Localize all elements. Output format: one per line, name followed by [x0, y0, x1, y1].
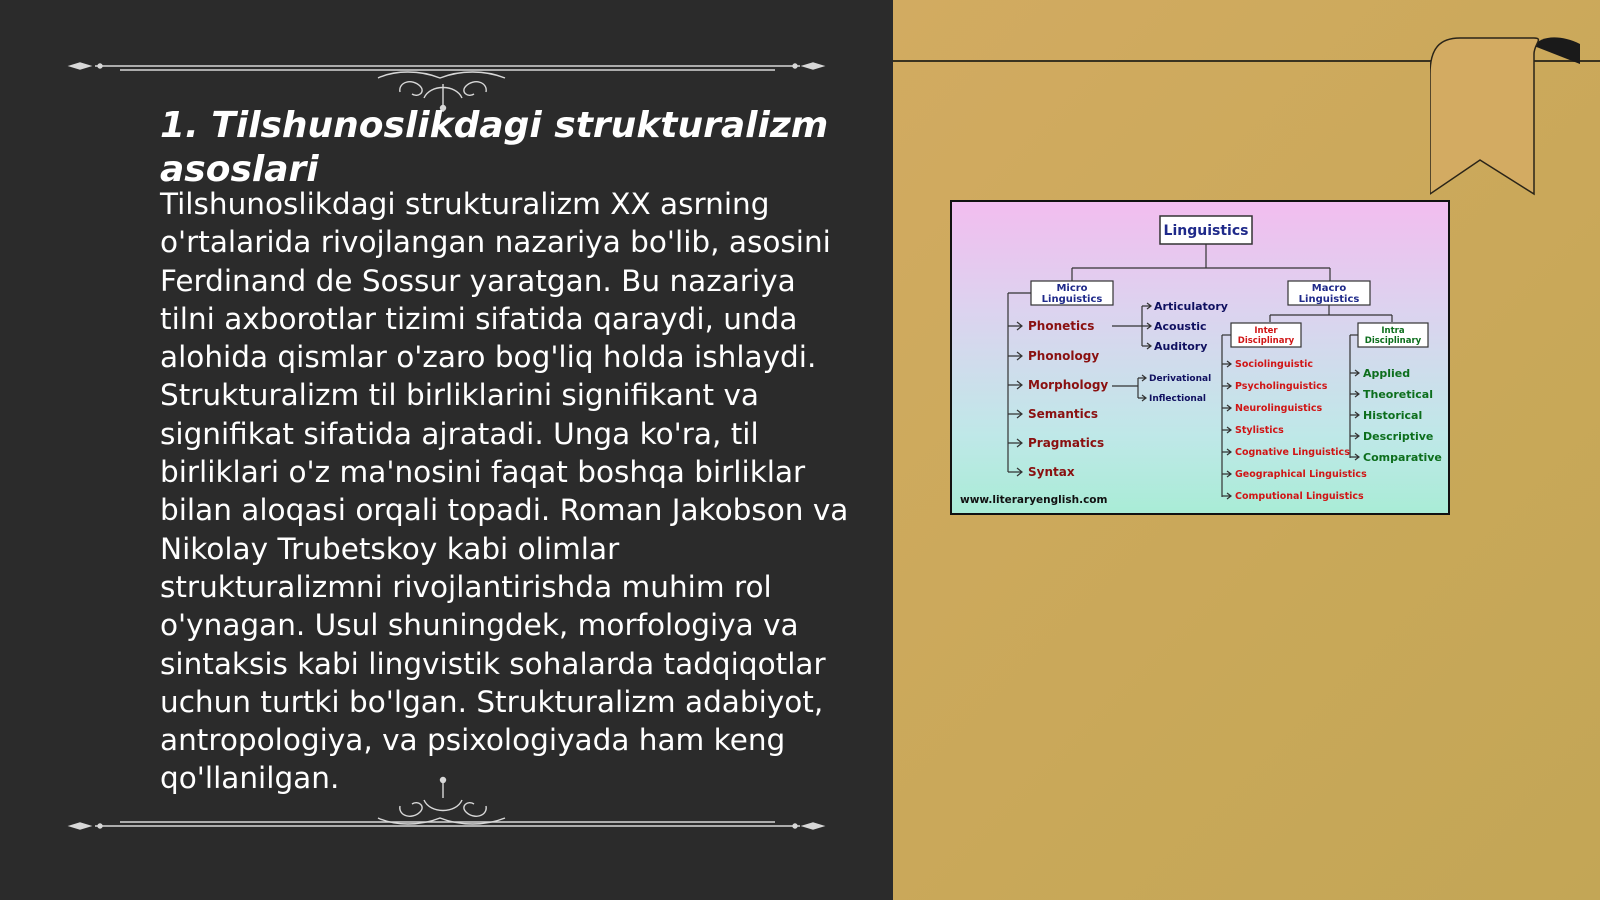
inter-item-neurolinguistics: Neurolinguistics — [1235, 403, 1323, 414]
micro-label-line2: Linguistics — [1041, 294, 1103, 305]
diagram-source: www.literaryenglish.com — [960, 494, 1108, 506]
macro-label-line1: Macro — [1311, 283, 1347, 294]
morphology-sub-derivational: Derivational — [1149, 374, 1212, 384]
slide-body-text: Tilshunoslikdagi strukturalizm XX asrning o'rtalarida rivojlangan nazariya bo'lib, asosini Ferdinand de Sossur yaratgan. Bu nazariya tilni axborotlar tizimi sifatida qaraydi, unda alohida qismlar o'zaro bog'liq holda ishlaydi. Strukturalizm til birliklarini signifikant va signifikat sifatida ajratadi. Unga ko'ra, til birliklari o'z ma'nosini faqat boshqa birliklar bilan aloqasi orqali topadi. Roman Jakobson va Nikolay Trubetskoy kabi olimlar strukturalizmni rivojlantirishda muhim rol o'ynagan. Usul shuningdek, morfologiya va sintaksis kabi lingvistik sohalarda tadqiqotlar uchun turtki bo'lgan. Strukturalizm adabiyot, antropologiya, va psixologiyada ham keng qo'llanilgan. — [160, 187, 849, 796]
bottom-ornament-divider — [0, 770, 893, 840]
micro-label-line1: Micro — [1056, 283, 1088, 294]
inter-item-stylistics: Stylistics — [1235, 425, 1284, 436]
linguistics-diagram — [950, 200, 1450, 515]
inter-label-line1: Inter — [1254, 326, 1278, 336]
intra-item-historical: Historical — [1363, 409, 1423, 422]
micro-item-semantics: Semantics — [1028, 407, 1099, 421]
top-ornament-divider — [0, 0, 893, 120]
macro-label-line2: Linguistics — [1298, 294, 1360, 305]
inter-item-cognative-linguistics: Cognative Linguistics — [1235, 447, 1350, 458]
phonetics-sub-auditory: Auditory — [1154, 340, 1208, 353]
micro-item-phonetics: Phonetics — [1028, 319, 1095, 333]
phonetics-sub-acoustic: Acoustic — [1154, 320, 1207, 333]
intra-item-applied: Applied — [1363, 367, 1411, 380]
bookmark-ribbon-icon — [1430, 34, 1600, 204]
intra-item-comparative: Comparative — [1363, 451, 1442, 464]
inter-item-computional-linguistics: Computional Linguistics — [1235, 491, 1364, 502]
intra-label-line1: Intra — [1381, 326, 1405, 336]
inter-label-line2: Disciplinary — [1237, 336, 1295, 346]
micro-item-phonology: Phonology — [1028, 349, 1100, 363]
phonetics-sub-articulatory: Articulatory — [1154, 300, 1228, 313]
intra-label-line2: Disciplinary — [1364, 336, 1422, 346]
micro-item-pragmatics: Pragmatics — [1028, 436, 1105, 450]
inter-item-geographical-linguistics: Geographical Linguistics — [1235, 469, 1367, 480]
linguistics-tree — [952, 202, 1448, 513]
inter-item-psycholinguistics: Psycholinguistics — [1235, 381, 1328, 392]
intra-item-theoretical: Theoretical — [1363, 388, 1433, 401]
root-node: Linguistics — [1163, 223, 1249, 239]
morphology-sub-inflectional: Inflectional — [1149, 394, 1207, 404]
intra-item-descriptive: Descriptive — [1363, 430, 1434, 443]
slide-title: 1. Tilshunoslikdagi strukturalizm asoslari — [160, 105, 829, 190]
micro-item-morphology: Morphology — [1028, 378, 1109, 392]
micro-item-syntax: Syntax — [1028, 465, 1075, 479]
inter-item-sociolinguistic: Sociolinguistic — [1235, 359, 1313, 370]
